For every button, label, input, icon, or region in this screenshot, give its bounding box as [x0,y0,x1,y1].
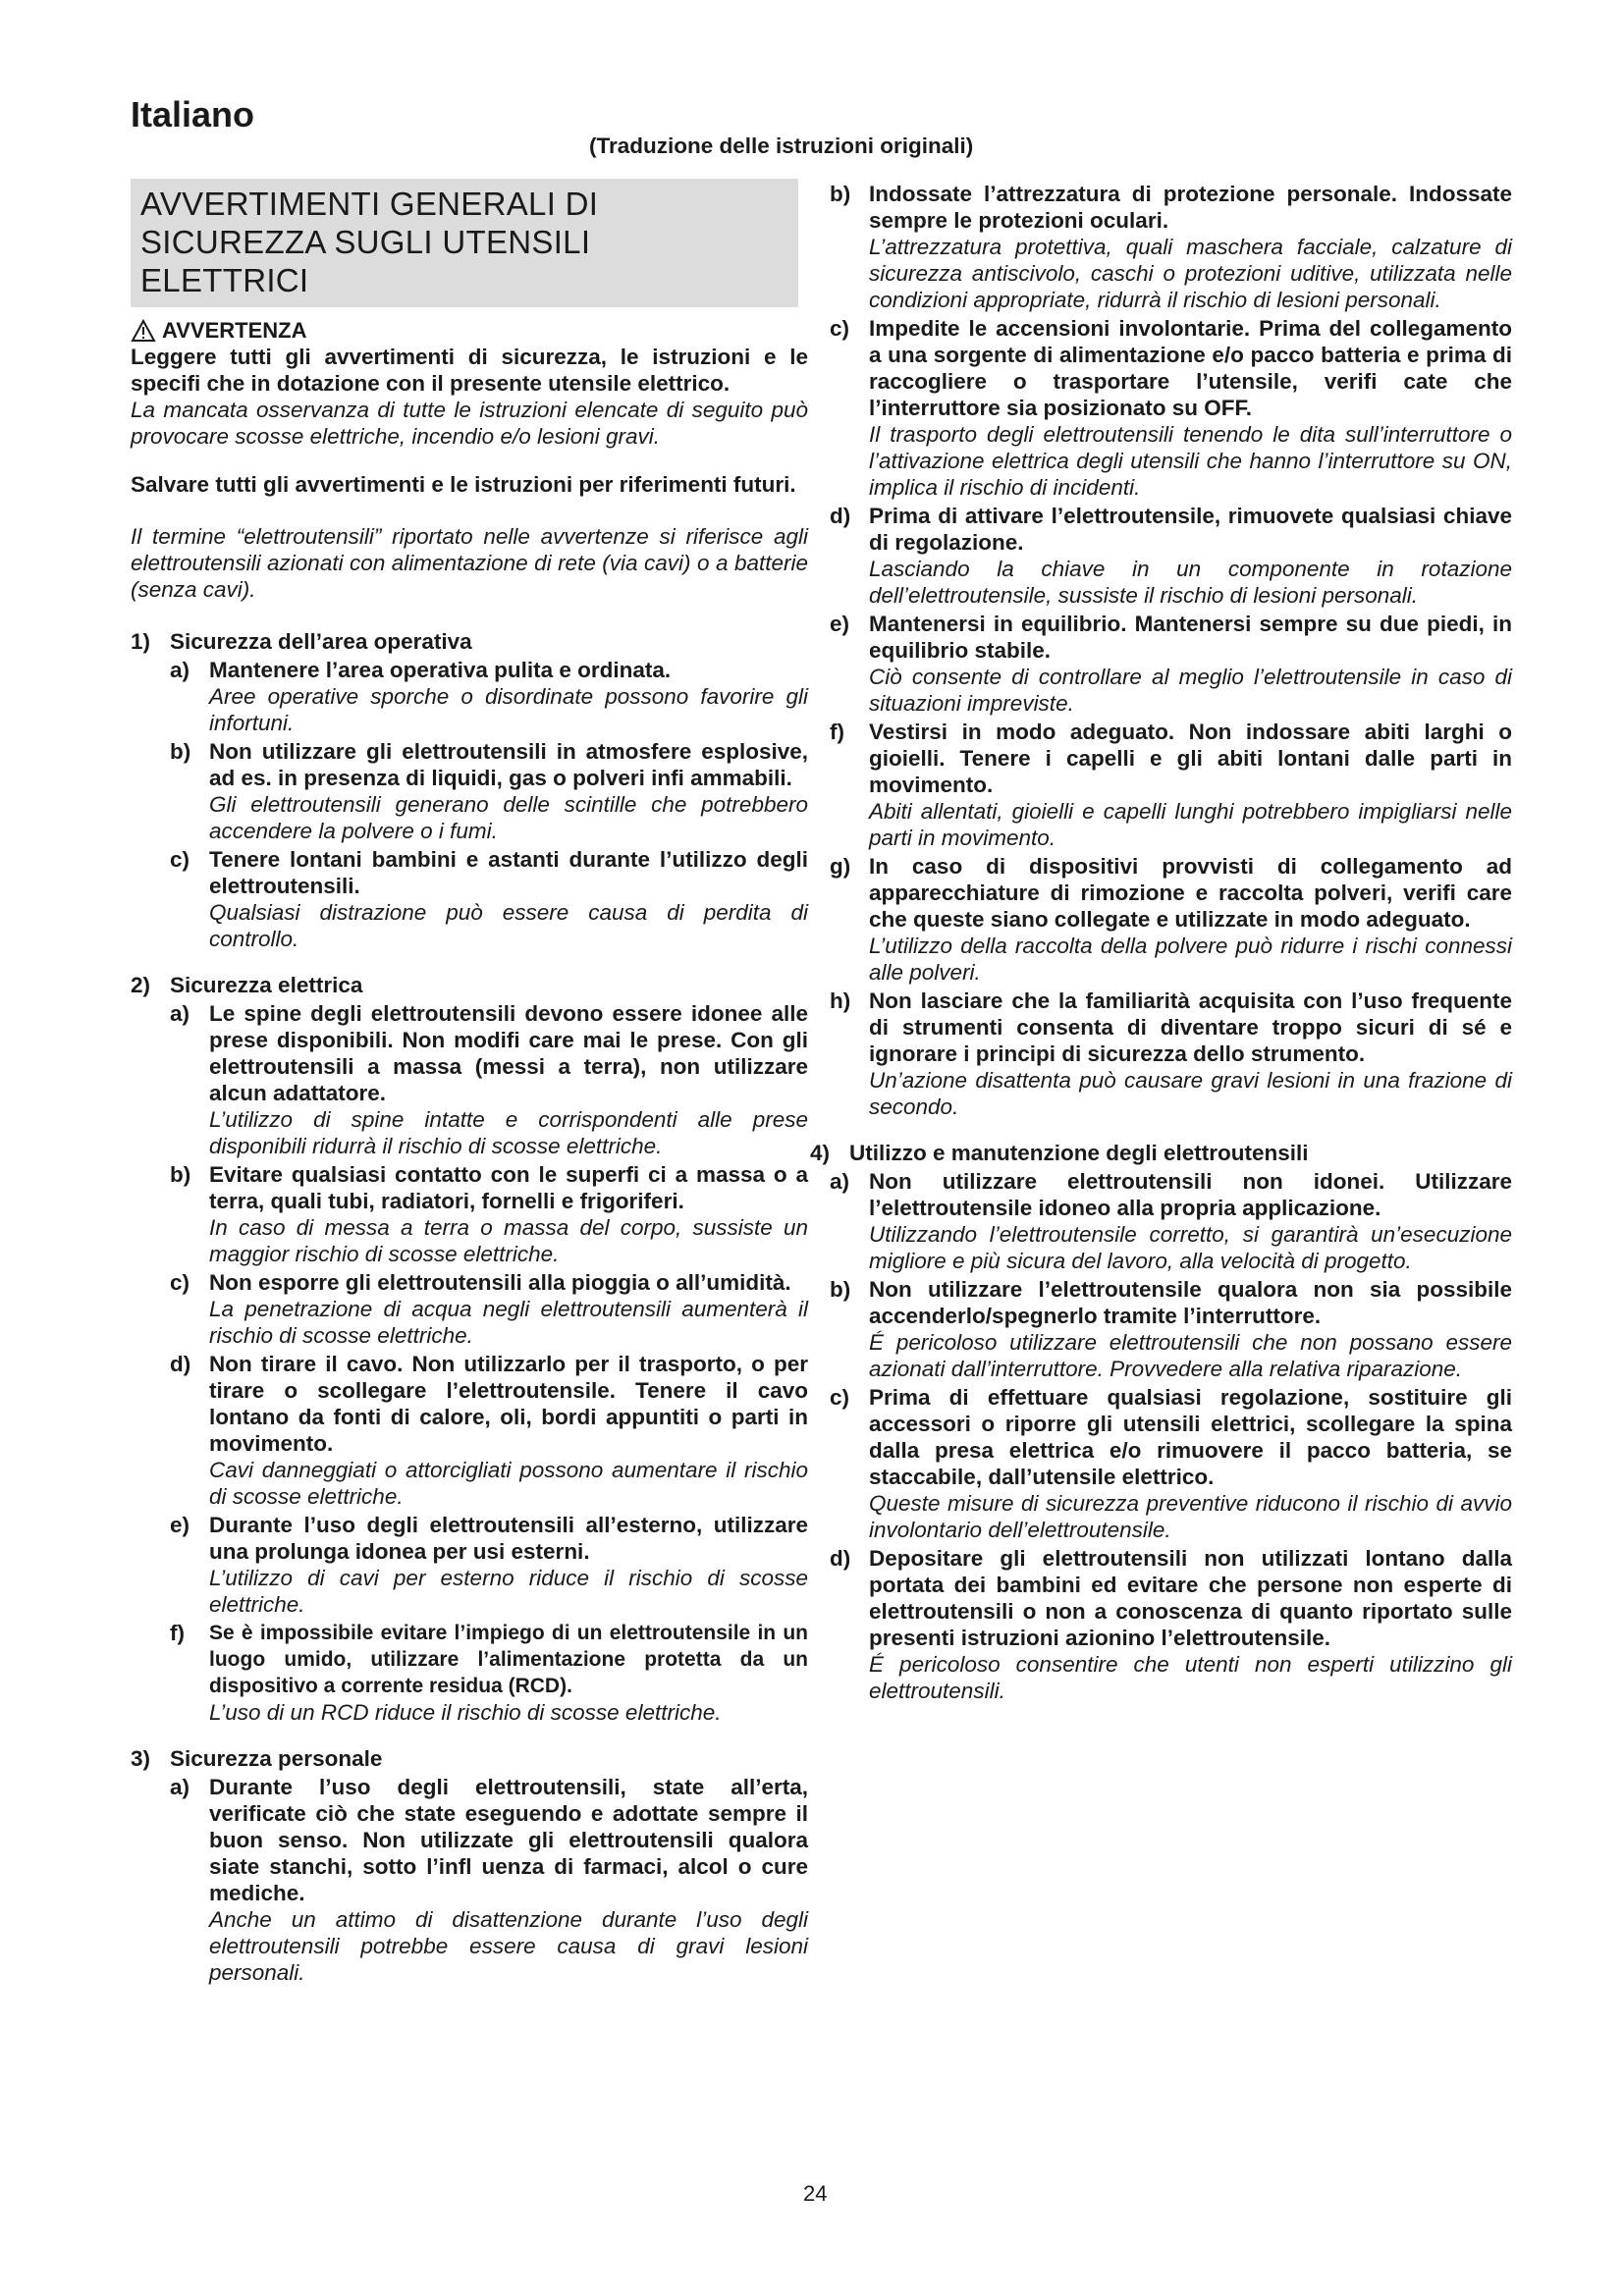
section-title: Sicurezza personale [170,1746,383,1771]
list-item: g) In caso di dispositivi provvisti di collegamento ad apparecchiature di rimozione e raccolta polveri, verifi care che queste siano collegate e utilizzate in modo adeguato. L’utilizzo della raccolta della polvere può ridurre i rischi connessi alle polveri. [830,854,1512,985]
list-item: d) Prima di attivare l’elettroutensile, rimuovete qualsiasi chiave di regolazione. Lasciando la chiave in un componente in rotazione dell’elettroutensile, sussiste il rischio di lesioni personali. [830,504,1512,608]
list-item: b) Indossate l’attrezzatura di protezione personale. Indossate sempre le protezioni oculari. L’attrezzatura protettiva, quali maschera facciale, calzature di sicurezza antiscivolo, caschi o protezioni uditive, utilizzata nelle condizioni appropriate, ridurrà il rischio di lesioni personali. [830,182,1512,312]
list-item: a) Mantenere l’area operativa pulita e ordinata. Aree operative sporche o disordinate possono favorire gli infortuni. [170,658,808,735]
section-heading: 4) Utilizzo e manutenzione degli elettroutensili [810,1141,1309,1165]
list-item: b) Evitare qualsiasi contatto con le superfi ci a massa o a terra, quali tubi, radiatori, fornelli e frigoriferi. In caso di messa a terra o massa del corpo, sussiste un maggior rischio di scosse elettriche. [170,1162,808,1266]
list-item: b) Non utilizzare gli elettroutensili in atmosfere esplosive, ad es. in presenza di liquidi, gas o polveri infi ammabili. Gli elettroutensili generano delle scintille che potrebbero accendere la polvere o i fumi. [170,739,808,843]
list-item: d) Non tirare il cavo. Non utilizzarlo per il trasporto, o per tirare o scollegare l’elettroutensile. Tenere il cavo lontano da fonti di calore, oli, bordi appuntiti o parti in movimento. Cavi danneggiati o attorcigliati possono aumentare il rischio di scosse elettriche. [170,1352,808,1509]
list-item: c) Impedite le accensioni involontarie. Prima del collegamento a una sorgente di alimentazione e/o pacco batteria e prima di raccogliere o trasportare l’utensile, verifi cate che l’interruttore sia posizionato su OFF. Il trasporto degli elettroutensili tenendo le dita sull’interruttore o l’attivazione elettrica degli utensili che hanno l’interruttore su ON, implica il rischio di incidenti. [830,316,1512,500]
list-item: c) Tenere lontani bambini e astanti durante l’utilizzo degli elettroutensili. Qualsiasi distrazione può essere causa di perdita di controllo. [170,847,808,951]
banner-line: SICUREZZA SUGLI UTENSILI [140,224,591,260]
list-item: h) Non lasciare che la familiarità acquisita con l’uso frequente di strumenti consenta di diventare troppo sicuri di sé e ignorare i principi di sicurezza dello strumento. Un’azione disattenta può causare gravi lesioni in una frazione di secondo. [830,988,1512,1119]
section-banner [131,179,798,307]
warning-heading [131,317,808,344]
warning-consequence: La mancata osservanza di tutte le istruzioni elencate di seguito può provocare scosse elettriche, incendio e/o lesioni gravi. [131,398,808,449]
list-item: e) Mantenersi in equilibrio. Mantenersi sempre su due piedi, in equilibrio stabile. Ciò consente di controllare al meglio l’elettroutensile in caso di situazioni impreviste. [830,612,1512,716]
list-item: f) Vestirsi in modo adeguato. Non indossare abiti larghi o gioielli. Tenere i capelli e gli abiti lontani dalle parti in movimento. Abiti allentati, gioielli e capelli lunghi potrebbero impigliarsi nelle parti in movimento. [830,720,1512,850]
list-item: f) Se è impossibile evitare l’impiego di un elettroutensile in un luogo umido, utilizzare l’alimentazione protetta da un dispositivo a corrente residua (RCD). L’uso di un RCD riduce il rischio di scosse elettriche. [170,1621,808,1725]
list-item: e) Durante l’uso degli elettroutensili all’esterno, utilizzare una prolunga idonea per usi esterni. L’utilizzo di cavi per esterno riduce il rischio di scosse elettriche. [170,1513,808,1617]
section-heading: 3) Sicurezza personale [131,1746,383,1771]
left-column [131,179,808,1986]
section-title: Sicurezza elettrica [170,973,363,997]
warning-triangle-icon [131,319,156,343]
list-item: b) Non utilizzare l’elettroutensile qualora non sia possibile accenderlo/spegnerlo tramite l’interruttore. É pericoloso utilizzare elettroutensili che non possano essere azionati dall’interruttore. Provvedere alla relativa riparazione. [830,1277,1512,1381]
section-heading: 2) Sicurezza elettrica [131,973,363,997]
warning-title: AVVERTENZA [162,318,307,343]
language-heading: Italiano [131,94,255,134]
right-column [810,179,1512,1704]
save-instructions: Salvare tutti gli avvertimenti e le istruzioni per riferimenti futuri. [131,472,796,497]
banner-line: ELETTRICI [140,262,309,298]
list-item: d) Depositare gli elettroutensili non utilizzati lontano dalla portata dei bambini ed evitare che persone non esperte di elettroutensili o non a conoscenza di quanto riportato sulle presenti istruzioni azionino l’elettroutensile. É pericoloso consentire che utenti non esperti utilizzino gli elettroutensili. [830,1546,1512,1703]
list-item: c) Non esporre gli elettroutensili alla pioggia o all’umidità. La penetrazione di acqua negli elettroutensili aumenterà il rischio di scosse elettriche. [170,1270,808,1348]
section-title: Sicurezza dell’area operativa [170,629,472,654]
section-title: Utilizzo e manutenzione degli elettroutensili [849,1141,1309,1165]
page-number: 24 [803,2181,828,2206]
term-definition: Il termine “elettroutensili” riportato nelle avvertenze si riferisce agli elettroutensili azionati con alimentazione di rete (via cavi) o a batterie (senza cavi). [131,524,808,602]
section-heading: 1) Sicurezza dell’area operativa [131,629,472,654]
banner-line: AVVERTIMENTI GENERALI DI [140,186,599,222]
list-item: a) Non utilizzare elettroutensili non idonei. Utilizzare l’elettroutensile idoneo alla propria applicazione. Utilizzando l’elettroutensile corretto, si garantirà un’esecuzione migliore e più sicura del lavoro, alla velocità di progetto. [830,1169,1512,1273]
warning-text: Leggere tutti gli avvertimenti di sicurezza, le istruzioni e le specifi che in dotazione con il presente utensile elettrico. [131,345,808,396]
list-item: a) Durante l’uso degli elettroutensili, state all’erta, verificate ciò che state eseguendo e adottate sempre il buon senso. Non utilizzate gli elettroutensili qualora siate stanchi, sotto l’infl uenza di farmaci, alcol o cure mediche. Anche un attimo di disattenzione durante l’uso degli elettroutensili potrebbe essere causa di gravi lesioni personali. [170,1775,808,1985]
list-item: a) Le spine degli elettroutensili devono essere idonee alle prese disponibili. Non modifi care mai le prese. Con gli elettroutensili a massa (messi a terra), non utilizzare alcun adattatore. L’utilizzo di spine intatte e corrispondenti alle prese disponibili ridurrà il rischio di scosse elettriche. [170,1001,808,1158]
list-item: c) Prima di effettuare qualsiasi regolazione, sostituire gli accessori o riporre gli utensili elettrici, scollegare la spina dalla presa elettrica e/o rimuovere il pacco batteria, se staccabile, dall’utensile elettrico. Queste misure di sicurezza preventive riducono il rischio di avvio involontario dell’elettroutensile. [830,1385,1512,1542]
translation-note: (Traduzione delle istruzioni originali) [589,133,974,158]
